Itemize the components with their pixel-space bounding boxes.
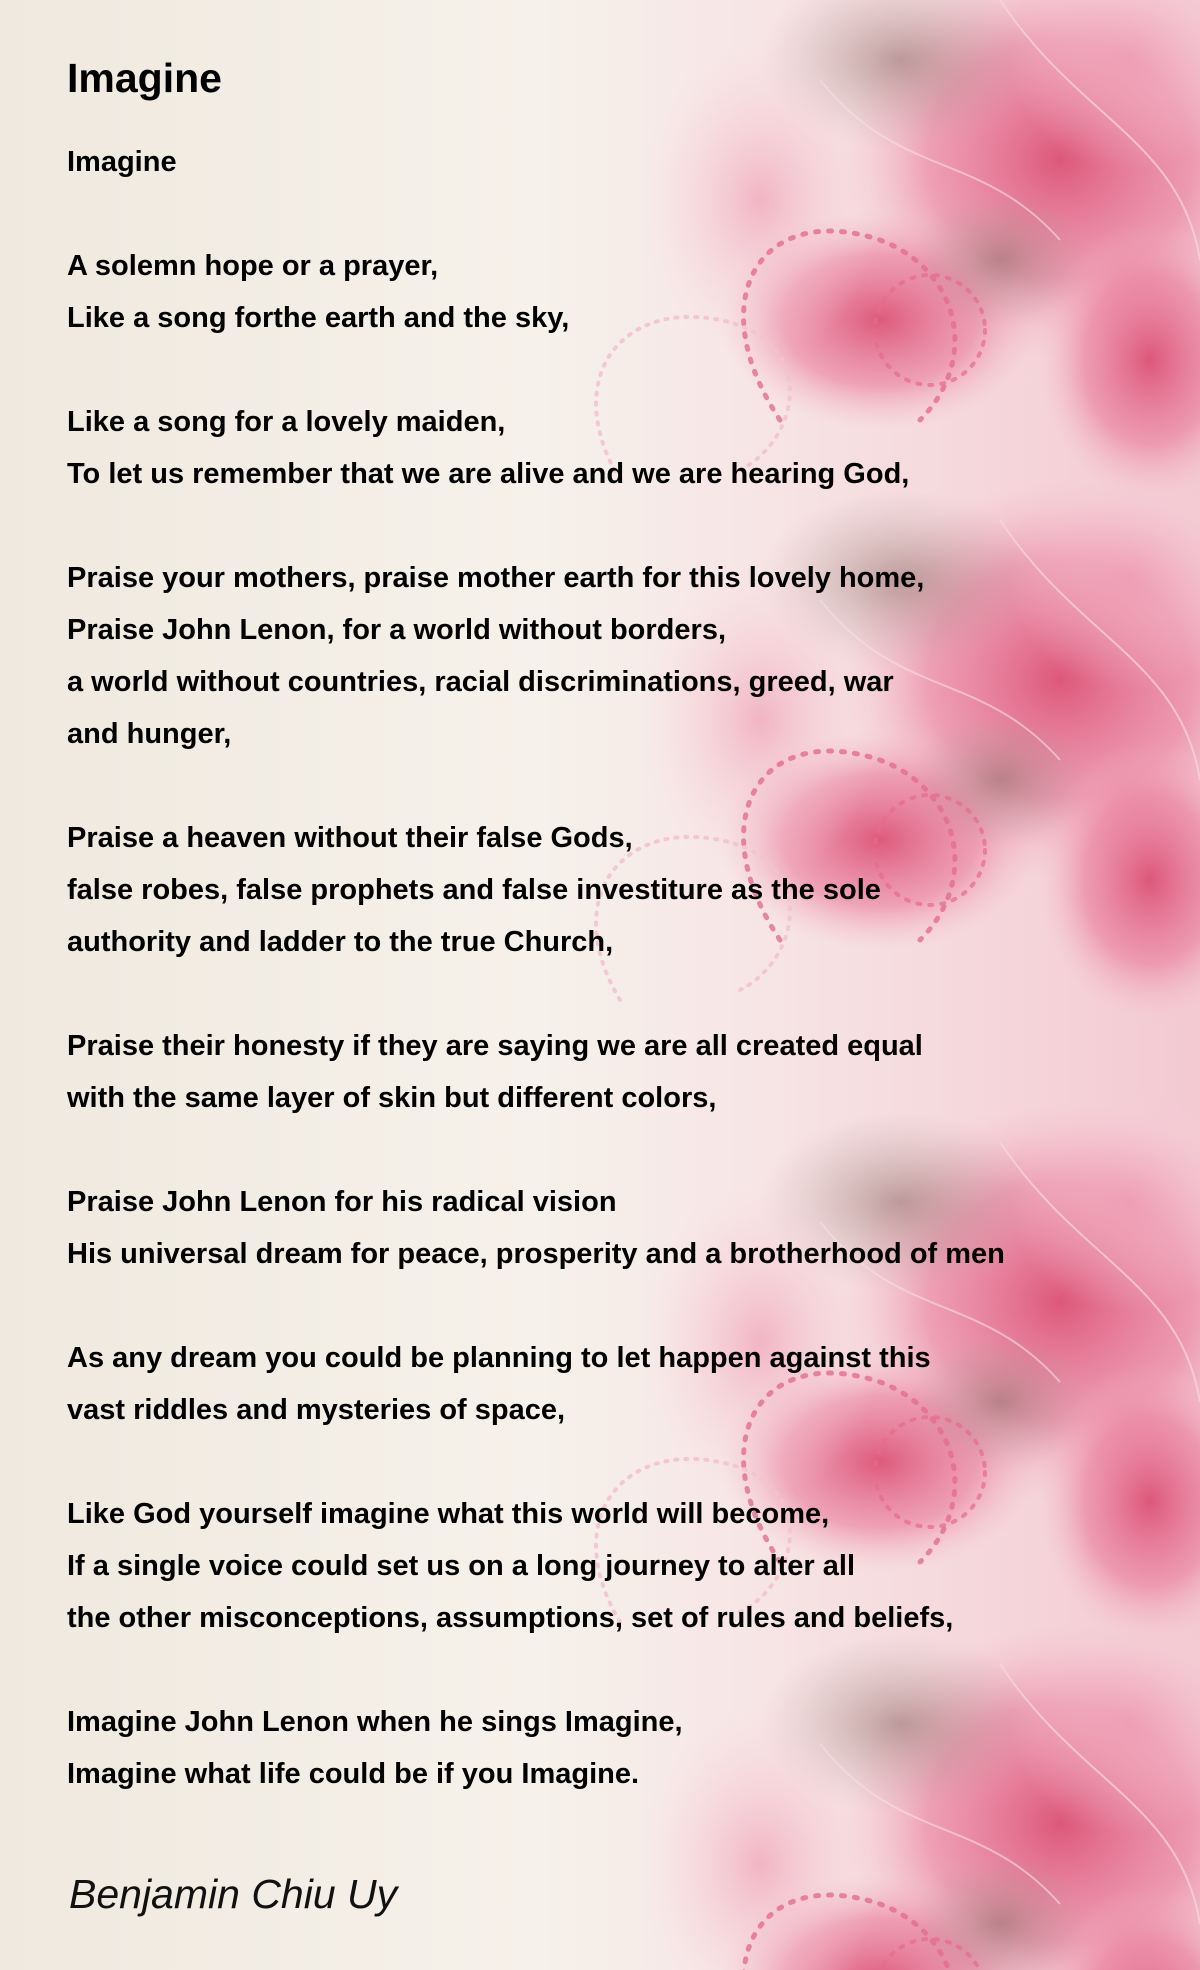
stanza bbox=[67, 240, 1167, 344]
stanza bbox=[67, 1332, 1167, 1436]
stanza bbox=[67, 1488, 1167, 1644]
stanza bbox=[67, 812, 1167, 968]
stanza-list bbox=[67, 240, 1167, 1800]
poem-line: Praise their honesty if they are saying we are all created equal bbox=[67, 1030, 923, 1062]
poem-line: To let us remember that we are alive and we are hearing God, bbox=[67, 458, 910, 490]
poem-line: false robes, false prophets and false investiture as the sole bbox=[67, 874, 881, 906]
stanza bbox=[67, 1176, 1167, 1280]
poem-line: Praise a heaven without their false Gods, bbox=[67, 822, 633, 854]
poem-line: the other misconceptions, assumptions, set of rules and beliefs, bbox=[67, 1602, 954, 1634]
poem-line: If a single voice could set us on a long journey to alter all bbox=[67, 1550, 855, 1582]
poem-line: As any dream you could be planning to let happen against this bbox=[67, 1342, 931, 1374]
poem-body bbox=[67, 48, 1167, 1800]
poem-line: Like God yourself imagine what this world will become, bbox=[67, 1498, 830, 1530]
poem-title: Imagine bbox=[67, 55, 222, 101]
poem-subtitle: Imagine bbox=[67, 146, 177, 178]
poem-line: His universal dream for peace, prosperity and a brotherhood of men bbox=[67, 1238, 1005, 1270]
poem-line: Imagine John Lenon when he sings Imagine, bbox=[67, 1706, 683, 1738]
poem-line: A solemn hope or a prayer, bbox=[67, 250, 439, 282]
poem-line: Like a song for a lovely maiden, bbox=[67, 406, 506, 438]
poem-line: Praise your mothers, praise mother earth for this lovely home, bbox=[67, 562, 925, 594]
stanza bbox=[67, 396, 1167, 500]
poem-line: Praise John Lenon for his radical vision bbox=[67, 1186, 617, 1218]
poem-line: vast riddles and mysteries of space, bbox=[67, 1394, 566, 1426]
poem-line: Imagine what life could be if you Imagine. bbox=[67, 1758, 640, 1790]
stanza bbox=[67, 1696, 1167, 1800]
stanza bbox=[67, 1020, 1167, 1124]
poem-author: Benjamin Chiu Uy bbox=[69, 1871, 398, 1917]
poem-line: authority and ladder to the true Church, bbox=[67, 926, 614, 958]
poem-line: Praise John Lenon, for a world without borders, bbox=[67, 614, 726, 646]
poem-line: and hunger, bbox=[67, 718, 232, 750]
poem-line: Like a song forthe earth and the sky, bbox=[67, 302, 570, 334]
poem-line: with the same layer of skin but different colors, bbox=[67, 1082, 717, 1114]
stanza bbox=[67, 552, 1167, 760]
poem-line: a world without countries, racial discriminations, greed, war bbox=[67, 666, 894, 698]
